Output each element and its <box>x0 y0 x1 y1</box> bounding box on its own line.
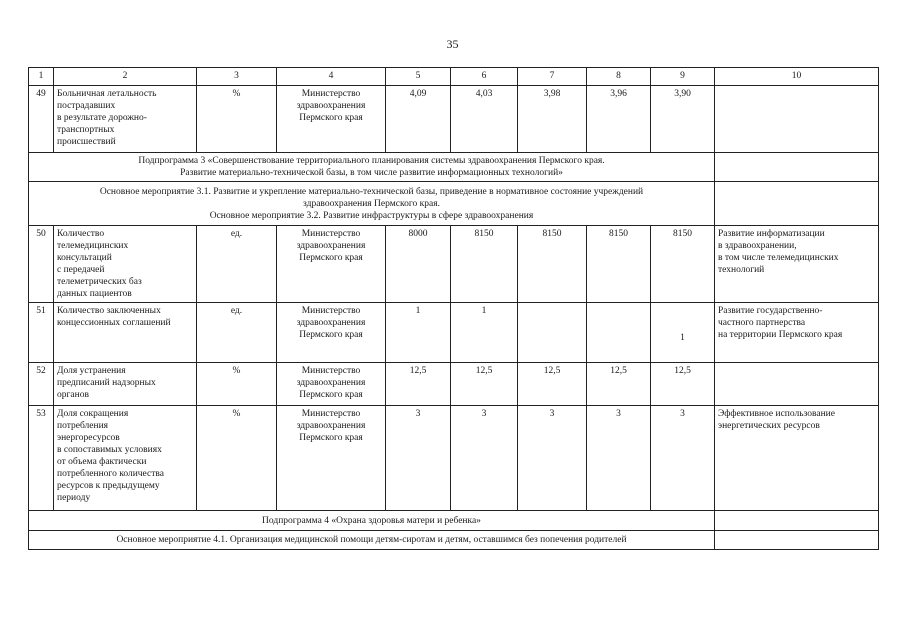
value-col-8: 12,5 <box>587 363 651 406</box>
value-col-9: 1 <box>651 303 715 363</box>
note-cell: Эффективное использование энергетических ресурсов <box>715 406 879 511</box>
value-col-6: 3 <box>451 406 518 511</box>
subprogram-row <box>29 511 879 531</box>
header-col-6: 6 <box>451 68 518 86</box>
row-number: 52 <box>29 363 54 406</box>
note-cell <box>715 86 879 153</box>
main-event-row <box>29 182 879 226</box>
indicator-name: Доля устранения предписаний надзорных органов <box>54 363 197 406</box>
header-col-10: 10 <box>715 68 879 86</box>
page-number: 35 <box>446 37 459 51</box>
indicator-name: Количество заключенных концессионных соглашений <box>54 303 197 363</box>
value-col-5: 4,09 <box>386 86 451 153</box>
row-number: 53 <box>29 406 54 511</box>
value-col-5: 8000 <box>386 226 451 303</box>
value-col-6: 8150 <box>451 226 518 303</box>
note-cell <box>715 182 879 226</box>
value-col-9: 3,90 <box>651 86 715 153</box>
unit-cell: % <box>197 363 277 406</box>
note-cell <box>715 153 879 182</box>
value-col-7: 8150 <box>518 226 587 303</box>
value-col-9: 12,5 <box>651 363 715 406</box>
value-col-5: 3 <box>386 406 451 511</box>
unit-cell: % <box>197 86 277 153</box>
subprogram-row <box>29 153 879 182</box>
value-col-5: 12,5 <box>386 363 451 406</box>
table-row <box>29 406 879 511</box>
indicators-table <box>28 67 879 550</box>
organization-cell: Министерство здравоохранения Пермского края <box>277 406 386 511</box>
table-row <box>29 363 879 406</box>
header-col-7: 7 <box>518 68 587 86</box>
organization-cell: Министерство здравоохранения Пермского края <box>277 226 386 303</box>
value-col-6: 1 <box>451 303 518 363</box>
main-event-3-heading: Основное мероприятие 3.1. Развитие и укрепление материально-технической базы, приведение в нормативное состояние учреждений здравоохранения Пермского края. Основное мероприятие 3.2. Развитие инфраструктуры в сфере здравоохранения <box>29 182 715 226</box>
value-col-7: 3 <box>518 406 587 511</box>
header-col-4: 4 <box>277 68 386 86</box>
subprogram-3-heading: Подпрограмма 3 «Совершенствование территориального планирования системы здравоохранения Пермского края. Развитие материально-технической базы, в том числе развитие информационных технологий» <box>29 153 715 182</box>
table-row <box>29 226 879 303</box>
note-cell <box>715 531 879 550</box>
indicator-name: Доля сокращения потребления энергоресурсов в сопоставимых условиях от объема фактически потребленного количества ресурсов к предыдущему периоду <box>54 406 197 511</box>
unit-cell: % <box>197 406 277 511</box>
subprogram-4-heading: Подпрограмма 4 «Охрана здоровья матери и ребенка» <box>29 511 715 531</box>
value-col-6: 4,03 <box>451 86 518 153</box>
header-col-1: 1 <box>29 68 54 86</box>
row-number: 49 <box>29 86 54 153</box>
value-col-8: 3,96 <box>587 86 651 153</box>
value-col-7: 12,5 <box>518 363 587 406</box>
value-col-7 <box>518 303 587 363</box>
organization-cell: Министерство здравоохранения Пермского края <box>277 363 386 406</box>
main-event-4-heading: Основное мероприятие 4.1. Организация медицинской помощи детям-сиротам и детям, оставшимся без попечения родителей <box>29 531 715 550</box>
header-col-5: 5 <box>386 68 451 86</box>
row-number: 51 <box>29 303 54 363</box>
header-col-9: 9 <box>651 68 715 86</box>
value-col-6: 12,5 <box>451 363 518 406</box>
value-col-8: 3 <box>587 406 651 511</box>
unit-cell: ед. <box>197 226 277 303</box>
header-col-3: 3 <box>197 68 277 86</box>
note-cell: Развитие информатизации в здравоохранении, в том числе телемедицинских технологий <box>715 226 879 303</box>
row-number: 50 <box>29 226 54 303</box>
table-row <box>29 303 879 363</box>
value-col-9: 3 <box>651 406 715 511</box>
value-col-5: 1 <box>386 303 451 363</box>
value-col-7: 3,98 <box>518 86 587 153</box>
table-row <box>29 86 879 153</box>
header-row <box>29 68 879 86</box>
unit-cell: ед. <box>197 303 277 363</box>
note-cell <box>715 363 879 406</box>
organization-cell: Министерство здравоохранения Пермского края <box>277 303 386 363</box>
note-cell: Развитие государственно- частного партнерства на территории Пермского края <box>715 303 879 363</box>
header-col-8: 8 <box>587 68 651 86</box>
indicator-name: Количество телемедицинских консультаций с передачей телеметрических баз данных пациентов <box>54 226 197 303</box>
note-cell <box>715 511 879 531</box>
value-col-8: 8150 <box>587 226 651 303</box>
main-event-row <box>29 531 879 550</box>
organization-cell: Министерство здравоохранения Пермского края <box>277 86 386 153</box>
value-col-9: 8150 <box>651 226 715 303</box>
indicator-name: Больничная летальность пострадавших в результате дорожно- транспортных происшествий <box>54 86 197 153</box>
header-col-2: 2 <box>54 68 197 86</box>
value-col-8 <box>587 303 651 363</box>
